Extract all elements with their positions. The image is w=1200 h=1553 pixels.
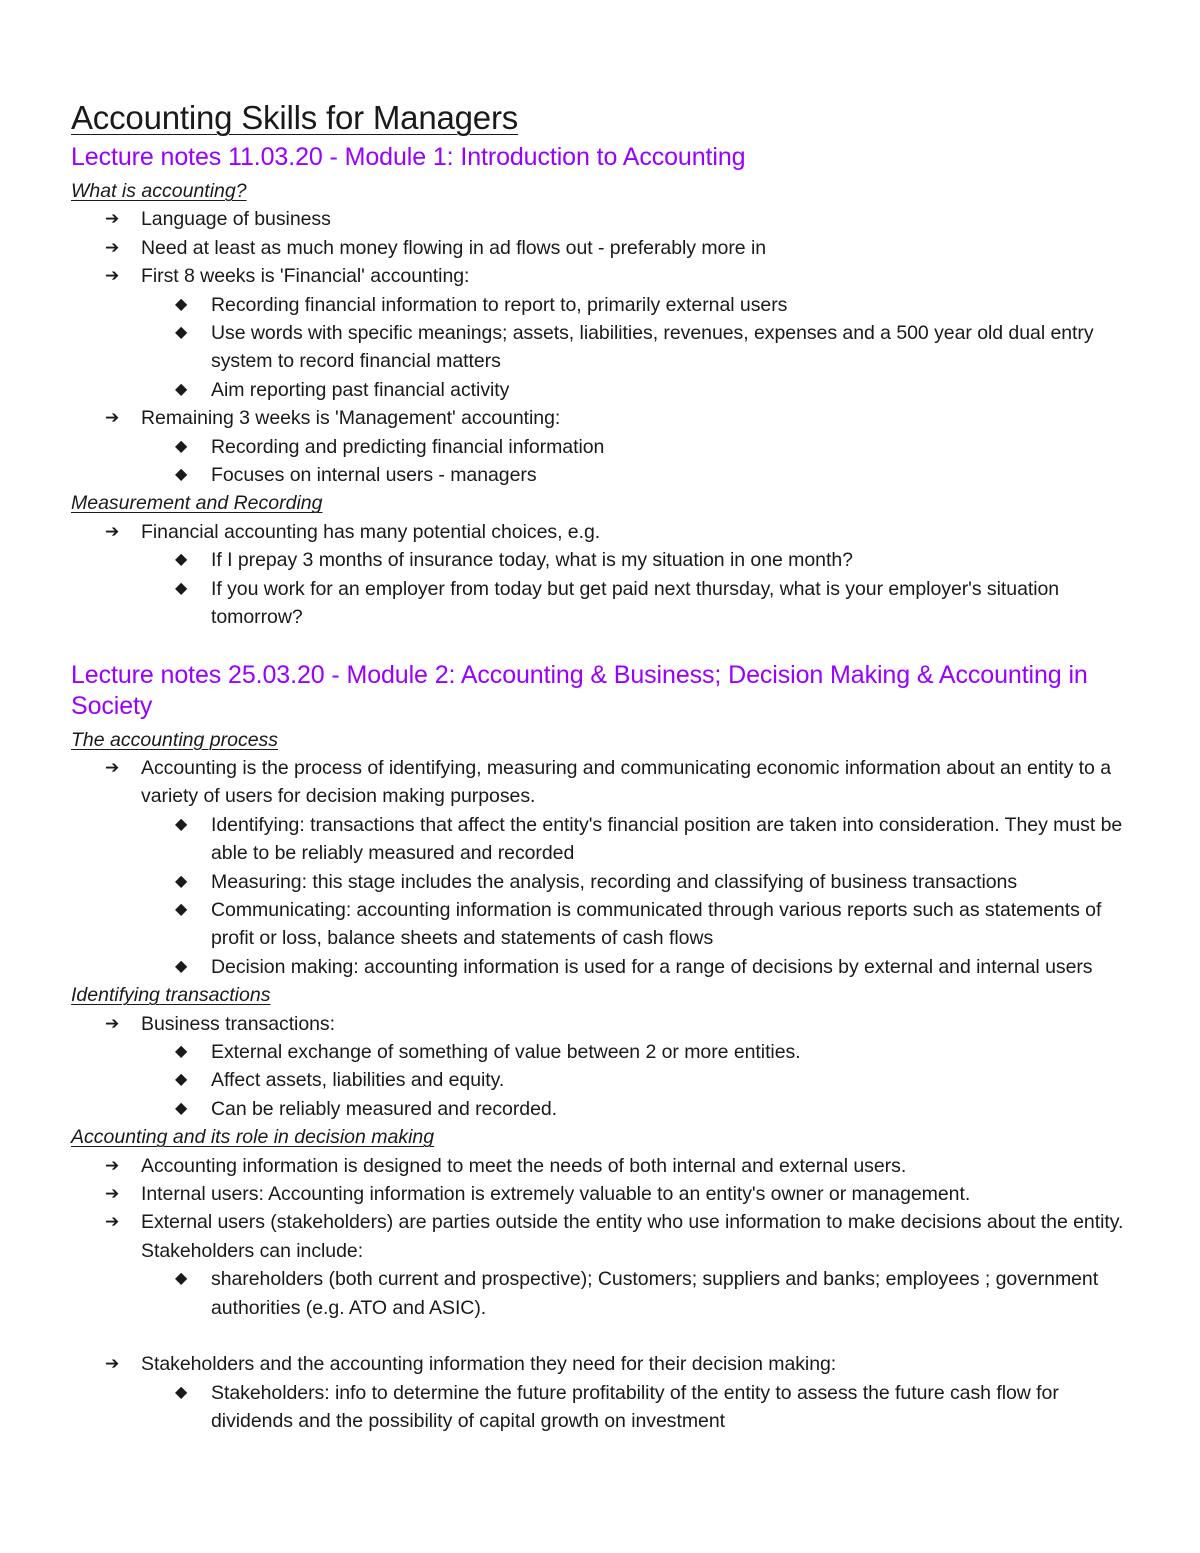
sub-list-item	[141, 896, 1141, 953]
sub-list-item-text: Decision making: accounting information is used for a range of decisions by external and internal users	[211, 955, 1093, 978]
sub-bullet-list	[141, 1265, 1141, 1322]
arrow-bullet-icon: ➔	[105, 1354, 120, 1374]
diamond-bullet-icon: ◆	[175, 437, 188, 455]
list-item-text: Need at least as much money flowing in ad flows out - preferably more in	[141, 236, 767, 259]
section-heading: What is accounting?	[71, 180, 247, 202]
sub-list-item	[141, 376, 1141, 404]
sub-bullet-list	[141, 1379, 1141, 1436]
section-heading: Identifying transactions	[71, 984, 271, 1007]
sub-list-item-text: Identifying: transactions that affect the entity's financial position are taken into consideration. They must be able to be reliably measured and recorded	[211, 813, 1123, 865]
sub-list-item	[141, 461, 1141, 489]
diamond-bullet-icon: ◆	[175, 872, 188, 890]
sub-list-item	[141, 291, 1141, 319]
arrow-bullet-icon: ➔	[105, 1184, 120, 1203]
arrow-bullet-icon: ➔	[105, 266, 120, 286]
lecture-list	[71, 142, 1141, 1436]
sub-bullet-list	[141, 291, 1141, 405]
sub-list-item	[141, 433, 1141, 461]
diamond-bullet-icon: ◆	[175, 324, 188, 342]
list-item	[71, 234, 1141, 262]
sub-list-item-text: Aim reporting past financial activity	[211, 378, 510, 401]
sub-list-item	[141, 1095, 1141, 1123]
sub-list-item	[141, 575, 1141, 632]
bullet-list	[71, 1152, 1141, 1436]
sub-list-item-text: If I prepay 3 months of insurance today, what is my situation in one month?	[211, 549, 853, 572]
sub-list-item	[141, 811, 1141, 868]
lecture-heading: Lecture notes 11.03.20 - Module 1: Introduction to Accounting	[71, 143, 746, 171]
sub-list-item-text: Can be reliably measured and recorded.	[211, 1097, 558, 1120]
sub-bullet-list	[141, 1038, 1141, 1123]
arrow-bullet-icon: ➔	[105, 1013, 120, 1033]
bullet-list	[71, 754, 1141, 981]
sub-bullet-list	[141, 433, 1141, 490]
diamond-bullet-icon: ◆	[175, 466, 188, 484]
list-item-text: External users (stakeholders) are parties outside the entity who use information to make decisions about the entity. Stakeholders can include:	[141, 1211, 1124, 1262]
sub-list-item	[141, 1379, 1141, 1436]
lecture-block	[71, 660, 1141, 1436]
sub-list-item-text: Measuring: this stage includes the analysis, recording and classifying of business transactions	[211, 870, 1018, 893]
list-item-text: Accounting information is designed to meet the needs of both internal and external users.	[141, 1154, 907, 1177]
sub-list-item	[141, 1265, 1141, 1322]
section-heading: The accounting process	[71, 728, 279, 751]
list-item	[71, 262, 1141, 404]
list-item-text: Remaining 3 weeks is 'Management' accounting:	[141, 407, 561, 430]
sub-list-item	[141, 1038, 1141, 1066]
list-item	[71, 1350, 1141, 1435]
list-item	[71, 518, 1141, 632]
lecture-heading: Lecture notes 25.03.20 - Module 2: Accounting & Business; Decision Making & Accounting in Society	[71, 660, 1088, 720]
bullet-list	[71, 205, 1141, 489]
sub-list-item-text: External exchange of something of value between 2 or more entities.	[211, 1040, 801, 1063]
list-item-text: Internal users: Accounting information is extremely valuable to an entity's owner or management.	[141, 1183, 971, 1205]
list-item-text: Stakeholders and the accounting information they need for their decision making:	[141, 1353, 837, 1376]
diamond-bullet-icon: ◆	[175, 957, 188, 975]
bullet-list	[71, 1010, 1141, 1124]
diamond-bullet-icon: ◆	[175, 1270, 188, 1288]
diamond-bullet-icon: ◆	[175, 1383, 188, 1401]
sub-bullet-list	[141, 546, 1141, 631]
list-item	[71, 1010, 1141, 1124]
sub-list-item-text: Focuses on internal users - managers	[211, 464, 537, 487]
diamond-bullet-icon: ◆	[175, 900, 188, 918]
arrow-bullet-icon: ➔	[105, 1155, 120, 1175]
list-item	[71, 1180, 1141, 1208]
document-title: Accounting Skills for Managers	[71, 99, 519, 136]
diamond-bullet-icon: ◆	[175, 1071, 188, 1089]
sub-list-item	[141, 319, 1141, 376]
arrow-bullet-icon: ➔	[105, 408, 120, 428]
diamond-bullet-icon: ◆	[175, 295, 188, 313]
sub-list-item-text: Recording financial information to report to, primarily external users	[211, 293, 788, 316]
sub-list-item-text: Communicating: accounting information is communicated through various reports such as statements of profit or loss, balance sheets and statements of cash flows	[211, 898, 1102, 950]
list-item-text: Financial accounting has many potential choices, e.g.	[141, 520, 601, 543]
list-item-text: First 8 weeks is 'Financial' accounting:	[141, 265, 470, 288]
diamond-bullet-icon: ◆	[175, 1099, 188, 1117]
sub-list-item	[141, 1066, 1141, 1094]
diamond-bullet-icon: ◆	[175, 551, 188, 569]
arrow-bullet-icon: ➔	[105, 209, 120, 229]
bullet-list	[71, 518, 1141, 632]
arrow-bullet-icon: ➔	[105, 237, 120, 257]
lecture-block	[71, 142, 1141, 632]
sub-list-item-text: If you work for an employer from today but get paid next thursday, what is your employer's situation tomorrow?	[211, 577, 1060, 629]
list-item	[71, 1208, 1141, 1322]
list-item	[71, 754, 1141, 981]
list-item	[71, 404, 1141, 489]
sub-list-item-text: shareholders (both current and prospective); Customers; suppliers and banks; employees ; government authorities (e.g. ATO and ASIC).	[211, 1268, 1099, 1319]
diamond-bullet-icon: ◆	[175, 380, 188, 398]
sub-list-item-text: Stakeholders: info to determine the future profitability of the entity to assess the future cash flow for dividends and the possibility of capital growth on investment	[211, 1381, 1059, 1433]
list-item	[71, 205, 1141, 233]
sub-list-item	[141, 953, 1141, 981]
section-heading: Measurement and Recording	[71, 492, 323, 515]
arrow-bullet-icon: ➔	[105, 757, 120, 777]
sub-list-item-text: Use words with specific meanings; assets, liabilities, revenues, expenses and a 500 year old dual entry system to record financial matters	[211, 322, 1094, 373]
list-item-text: Language of business	[141, 208, 331, 231]
sub-list-item-text: Affect assets, liabilities and equity.	[211, 1069, 505, 1092]
sub-list-item	[141, 546, 1141, 574]
arrow-bullet-icon: ➔	[105, 521, 120, 541]
document-page	[71, 96, 1141, 1436]
arrow-bullet-icon: ➔	[105, 1212, 120, 1232]
sub-list-item-text: Recording and predicting financial information	[211, 435, 605, 458]
diamond-bullet-icon: ◆	[175, 815, 188, 833]
list-item	[71, 1152, 1141, 1180]
section-heading: Accounting and its role in decision making	[71, 1126, 435, 1149]
diamond-bullet-icon: ◆	[175, 1042, 188, 1060]
list-item-text: Accounting is the process of identifying, measuring and communicating economic information about an entity to a variety of users for decision making purposes.	[141, 756, 1111, 808]
diamond-bullet-icon: ◆	[175, 579, 188, 597]
sub-bullet-list	[141, 811, 1141, 981]
list-item-text: Business transactions:	[141, 1012, 335, 1035]
sub-list-item	[141, 868, 1141, 896]
